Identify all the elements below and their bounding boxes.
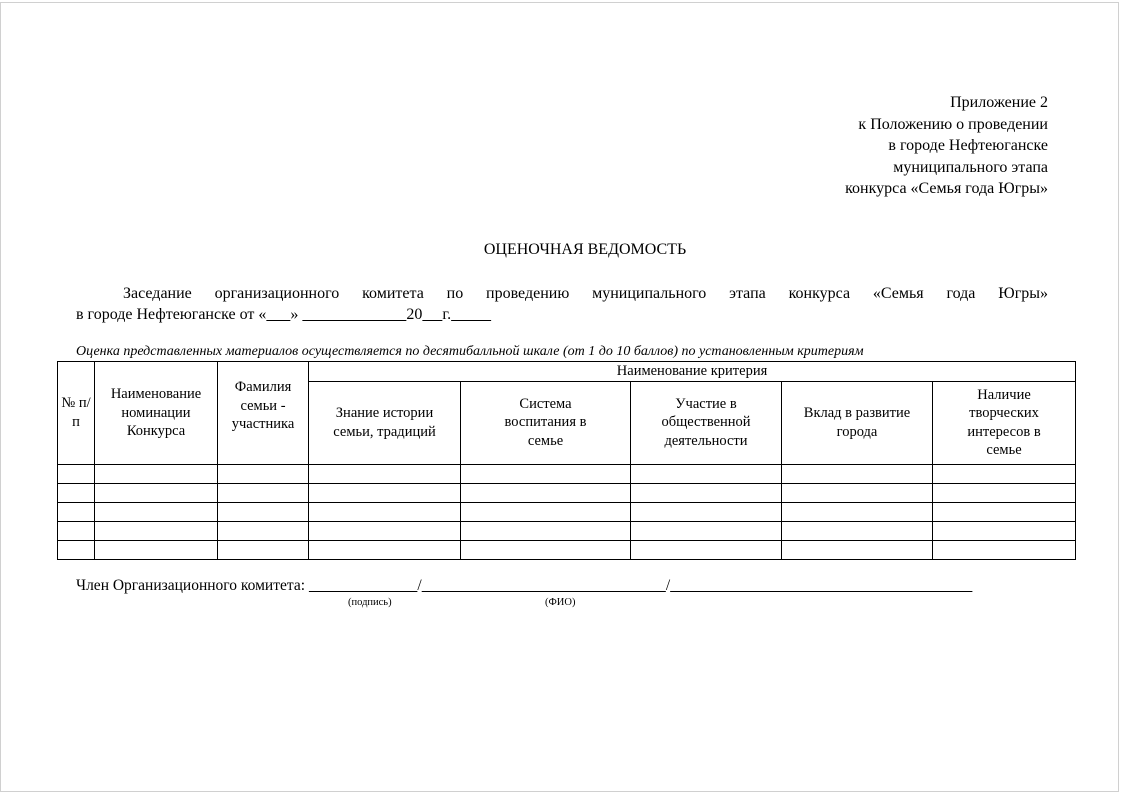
day-blank[interactable] bbox=[266, 306, 290, 323]
year-prefix: 20 bbox=[406, 306, 423, 323]
table-row bbox=[58, 464, 1076, 483]
table-cell[interactable] bbox=[461, 464, 631, 483]
table-cell[interactable] bbox=[631, 540, 782, 559]
table-cell[interactable] bbox=[782, 521, 933, 540]
table-cell[interactable] bbox=[933, 540, 1076, 559]
table-cell[interactable] bbox=[58, 502, 95, 521]
date-prefix: в городе Нефтеюганске от « bbox=[76, 306, 267, 323]
tail-blank bbox=[451, 306, 491, 323]
annex-line-2: к Положению о проведении bbox=[858, 115, 1048, 133]
name-blank[interactable] bbox=[422, 577, 666, 594]
table-cell[interactable] bbox=[933, 521, 1076, 540]
table-cell[interactable] bbox=[631, 502, 782, 521]
table-cell[interactable] bbox=[218, 521, 309, 540]
table-row bbox=[58, 521, 1076, 540]
table-cell[interactable] bbox=[58, 483, 95, 502]
evaluation-table bbox=[57, 361, 1076, 560]
signature-separator: / bbox=[417, 577, 422, 594]
table-cell[interactable] bbox=[309, 540, 461, 559]
year-blank[interactable] bbox=[422, 306, 442, 323]
document-title: ОЦЕНОЧНАЯ ВЕДОМОСТЬ bbox=[483, 241, 687, 258]
table-cell[interactable] bbox=[782, 464, 933, 483]
table-cell[interactable] bbox=[461, 540, 631, 559]
year-suffix: г. bbox=[442, 306, 452, 323]
table-cell[interactable] bbox=[461, 521, 631, 540]
header-criterion-creative: Наличие творческих интересов в семье bbox=[933, 381, 1076, 464]
table-cell[interactable] bbox=[218, 464, 309, 483]
header-criterion-upbringing: Система воспитания в семье bbox=[461, 381, 631, 464]
table-cell[interactable] bbox=[782, 540, 933, 559]
month-blank[interactable] bbox=[302, 306, 406, 323]
caption-signature: (подпись) bbox=[348, 597, 392, 608]
table-cell[interactable] bbox=[933, 464, 1076, 483]
table-row bbox=[58, 483, 1076, 502]
annex-line-3: в городе Нефтеюганске bbox=[888, 137, 1048, 154]
annex-header bbox=[845, 92, 1048, 200]
header-criteria-group: Наименование критерия bbox=[309, 362, 1076, 382]
table-row bbox=[58, 540, 1076, 559]
table-cell[interactable] bbox=[58, 540, 95, 559]
caption-name: (ФИО) bbox=[545, 597, 576, 608]
table-cell[interactable] bbox=[95, 502, 218, 521]
table-cell[interactable] bbox=[218, 502, 309, 521]
header-criterion-city: Вклад в развитие города bbox=[782, 381, 933, 464]
table-cell[interactable] bbox=[782, 502, 933, 521]
table-cell[interactable] bbox=[95, 521, 218, 540]
table-cell[interactable] bbox=[58, 464, 95, 483]
evaluation-note: Оценка представленных материалов осуществляется по десятибалльной шкале (от 1 до 10 баллов) по установленным критериям bbox=[76, 344, 864, 359]
table-cell[interactable] bbox=[95, 483, 218, 502]
meeting-paragraph-line1: Заседание организационного комитета по проведению муниципального этапа конкурса «Семья года Югры» bbox=[123, 285, 1048, 302]
header-criterion-history: Знание истории семьи, традиций bbox=[309, 381, 461, 464]
table-cell[interactable] bbox=[461, 483, 631, 502]
header-criterion-public: Участие в общественной деятельности bbox=[631, 381, 782, 464]
signature-blank[interactable] bbox=[309, 577, 418, 594]
header-nomination: Наименование номинации Конкурса bbox=[95, 362, 218, 465]
table-cell[interactable] bbox=[933, 483, 1076, 502]
table-cell[interactable] bbox=[309, 521, 461, 540]
annex-line-5: конкурса «Семья года Югры» bbox=[845, 180, 1048, 197]
header-number: № п/п bbox=[58, 362, 95, 465]
table-cell[interactable] bbox=[309, 483, 461, 502]
annex-line-1: Приложение 2 bbox=[950, 94, 1048, 111]
table-cell[interactable] bbox=[58, 521, 95, 540]
table-cell[interactable] bbox=[95, 464, 218, 483]
signature-label: Член Организационного комитета: bbox=[76, 577, 306, 594]
signature-line bbox=[76, 577, 972, 595]
extra-blank[interactable] bbox=[670, 577, 972, 594]
table-cell[interactable] bbox=[309, 464, 461, 483]
table-cell[interactable] bbox=[218, 483, 309, 502]
table-cell[interactable] bbox=[461, 502, 631, 521]
table-cell[interactable] bbox=[782, 483, 933, 502]
header-family: Фамилия семьи - участника bbox=[218, 362, 309, 465]
table-cell[interactable] bbox=[631, 464, 782, 483]
annex-line-4: муниципального этапа bbox=[893, 158, 1048, 176]
signature-separator-2: / bbox=[665, 577, 671, 594]
table-cell[interactable] bbox=[631, 483, 782, 502]
table-cell[interactable] bbox=[309, 502, 461, 521]
table-cell[interactable] bbox=[631, 521, 782, 540]
table-cell[interactable] bbox=[218, 540, 309, 559]
table-row bbox=[58, 502, 1076, 521]
meeting-paragraph-line2 bbox=[76, 304, 491, 325]
date-mid: » bbox=[290, 306, 303, 323]
table-cell[interactable] bbox=[95, 540, 218, 559]
table-cell[interactable] bbox=[933, 502, 1076, 521]
